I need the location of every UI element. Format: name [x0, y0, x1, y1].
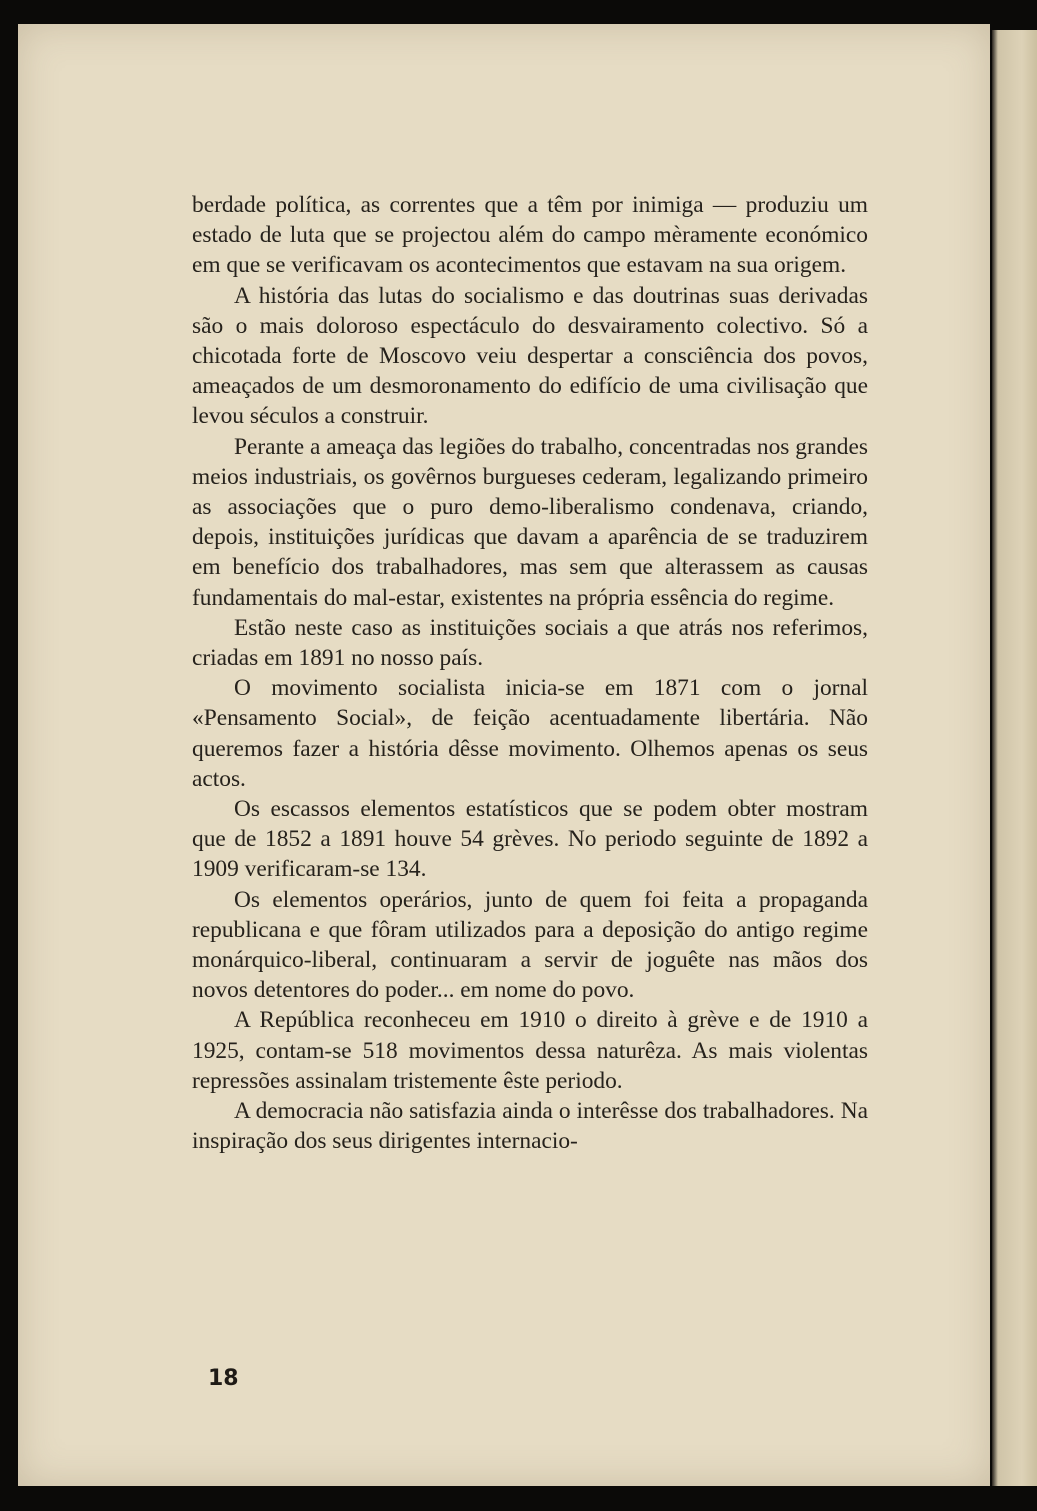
paragraph-7: Os elementos operários, junto de quem foi feita a propaganda republicana e que fôram utilizados para a deposição do antigo regime monárquico-liberal, continuaram a servir de joguête nas mãos dos novos detentores do poder... em nome do povo.	[192, 886, 868, 1004]
paragraph-3: Perante a ameaça das legiões do trabalho, concentradas nos grandes meios industriais, os govêrnos burgueses cederam, legalizando primeiro as associações que o puro demo-liberalismo condenava, criando, depois, instituições jurídicas que davam a aparência de se traduzirem em benefício dos trabalhadores, mas sem que alterassem as causas fundamentais do mal-estar, existentes na própria essência do regime.	[192, 433, 868, 611]
paragraph-2: A história das lutas do socialismo e das doutrinas suas derivadas são o mais doloroso espectáculo do desvairamento colectivo. Só a chicotada forte de Moscovo veiu despertar a consciência dos povos, ameaçados de um desmoronamento do edifício de uma civilisação que levou séculos a construir.	[192, 282, 868, 430]
paragraph-8: A República reconheceu em 1910 o direito à grève e de 1910 a 1925, contam-se 518 movimentos dessa naturêza. As mais violentas repressões assinalam tristemente êste periodo.	[192, 1007, 868, 1094]
paragraph-9: A democracia não satisfazia ainda o interêsse dos trabalhadores. Na inspiração dos seus dirigentes internacio-	[192, 1098, 868, 1155]
paragraph-4: Estão neste caso as instituições sociais a que atrás nos referimos, criadas em 1891 no nosso país.	[192, 614, 868, 672]
paragraph-5: O movimento socialista inicia-se em 1871 com o jornal «Pensamento Social», de feição acentuadamente libertária. Não queremos fazer a história dêsse movimento. Olhemos apenas os seus actos.	[192, 675, 868, 792]
body-text	[192, 190, 868, 1157]
page-number: 18	[208, 1366, 239, 1391]
paragraph-6: Os escassos elementos estatísticos que se podem obter mostram que de 1852 a 1891 houve 54 grèves. No periodo seguinte de 1892 a 1909 verificaram-se 134.	[192, 796, 868, 883]
paragraph-1: berdade política, as correntes que a têm por inimiga — produziu um estado de luta que se projectou além do campo mèramente económico em que se verificavam os acontecimentos que estavam na sua origem.	[192, 192, 868, 279]
next-page-edge	[992, 30, 1037, 1486]
